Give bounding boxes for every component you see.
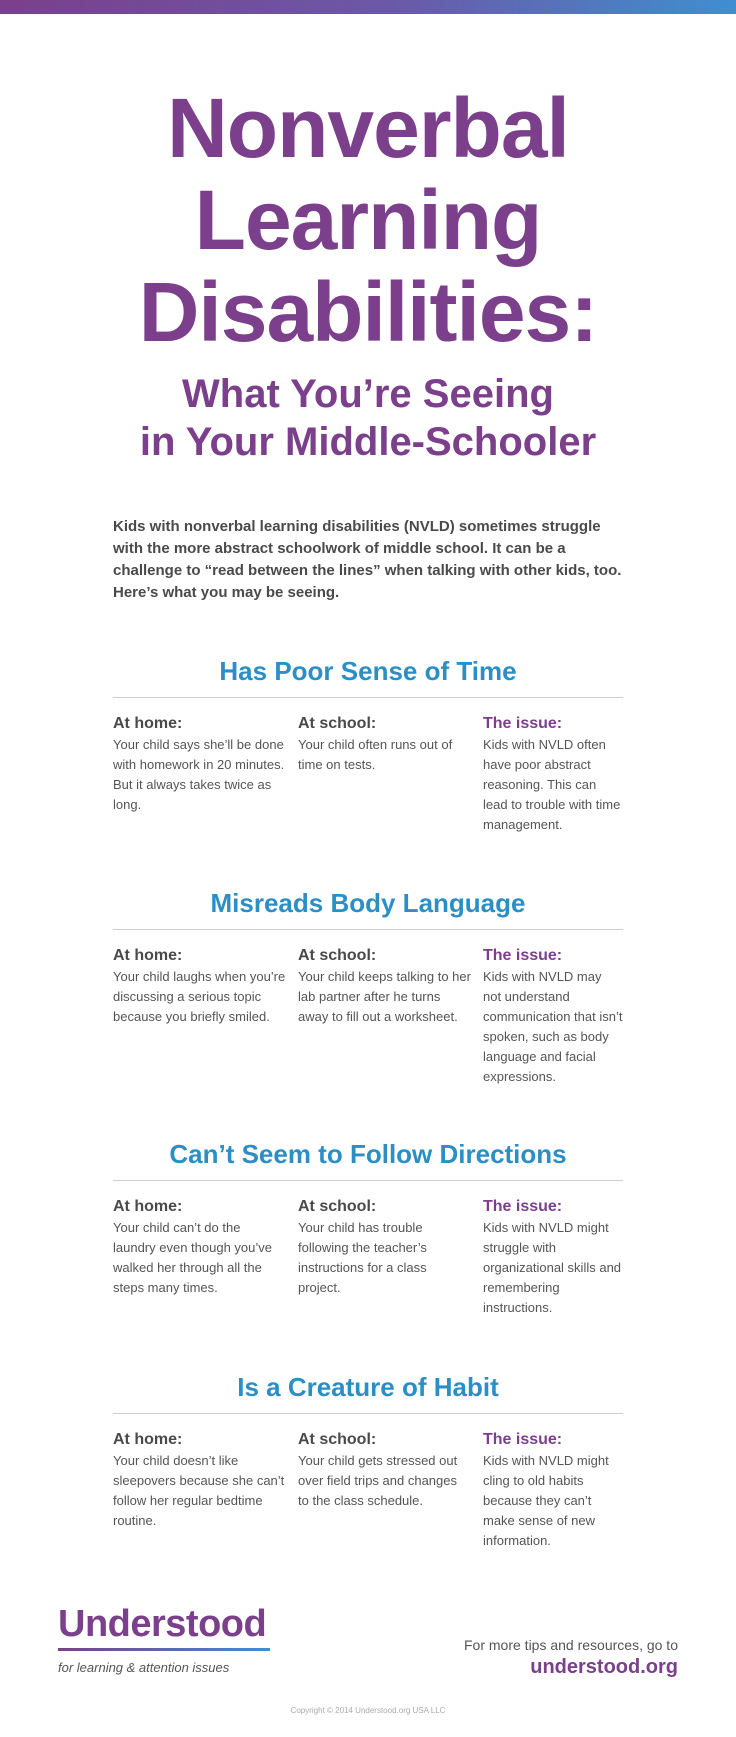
column-heading-issue: The issue: (483, 947, 563, 964)
section-divider (113, 929, 623, 930)
column-text-school: Your child keeps talking to her lab partner after he turns away to fill out a worksheet. (298, 969, 471, 1024)
column-text-home: Your child doesn’t like sleepovers because she can’t follow her regular bedtime routine. (113, 1453, 285, 1528)
column-heading-school: At school: (298, 1431, 377, 1448)
column-heading-school: At school: (298, 715, 377, 732)
column-at-home (113, 714, 298, 835)
title-line-2: Learning (194, 173, 542, 267)
resources-cta-text: For more tips and resources, go to (464, 1637, 678, 1653)
logo-underline (58, 1648, 270, 1651)
section-misreads-body-language (113, 887, 623, 1087)
column-at-home (113, 1430, 298, 1551)
resources-link[interactable]: understood.org (530, 1656, 678, 1678)
column-heading-home: At home: (113, 715, 183, 732)
copyright-notice: Copyright © 2014 Understood.org USA LLC (290, 1706, 446, 1715)
section-creature-of-habit (113, 1371, 623, 1551)
section-poor-sense-of-time (113, 655, 623, 835)
page-title (0, 82, 736, 358)
column-text-issue: Kids with NVLD might struggle with organizational skills and remembering instructions. (483, 1220, 622, 1315)
column-at-school (298, 946, 483, 1087)
column-at-school (298, 1197, 483, 1318)
section-columns (113, 714, 623, 835)
column-heading-issue: The issue: (483, 715, 563, 732)
intro-paragraph: Kids with nonverbal learning disabilities (NVLD) sometimes struggle with the more abstract schoolwork of middle school. It can be a challenge to “read between the lines” when talking with other kids, too. Here’s what you may be seeing. (113, 518, 622, 601)
subtitle-line-2: in Your Middle-Schooler (139, 420, 597, 464)
column-text-school: Your child has trouble following the teacher’s instructions for a class project. (298, 1220, 427, 1295)
column-text-issue: Kids with NVLD might cling to old habits because they can’t make sense of new information. (483, 1453, 609, 1548)
title-line-3: Disabilities: (138, 265, 598, 359)
section-divider (113, 1413, 623, 1414)
column-the-issue (483, 1197, 623, 1318)
section-title: Misreads Body Language (210, 888, 526, 918)
section-columns (113, 946, 623, 1087)
column-text-home: Your child says she’ll be done with homework in 20 minutes. But it always takes twice as long. (113, 737, 285, 812)
column-text-home: Your child can’t do the laundry even though you’ve walked her through all the steps many times. (113, 1220, 273, 1295)
page-subtitle (0, 370, 736, 466)
column-heading-school: At school: (298, 947, 377, 964)
section-columns (113, 1430, 623, 1551)
column-heading-school: At school: (298, 1198, 377, 1215)
column-at-home (113, 946, 298, 1087)
column-text-issue: Kids with NVLD often have poor abstract reasoning. This can lead to trouble with time management. (483, 737, 621, 832)
logo-tagline: for learning & attention issues (58, 1660, 230, 1675)
column-the-issue (483, 1430, 623, 1551)
column-the-issue (483, 946, 623, 1087)
column-at-school (298, 714, 483, 835)
column-heading-issue: The issue: (483, 1198, 563, 1215)
column-heading-home: At home: (113, 947, 183, 964)
understood-logo: Understood (58, 1603, 267, 1645)
subtitle-line-1: What You’re Seeing (182, 372, 554, 416)
column-text-home: Your child laughs when you’re discussing a serious topic because you briefly smiled. (113, 969, 286, 1024)
top-gradient-bar (0, 0, 736, 14)
section-divider (113, 697, 623, 698)
column-text-issue: Kids with NVLD may not understand communication that isn’t spoken, such as body language and facial expressions. (483, 969, 623, 1084)
section-divider (113, 1180, 623, 1181)
section-title: Has Poor Sense of Time (219, 656, 517, 686)
column-the-issue (483, 714, 623, 835)
section-follow-directions (113, 1138, 623, 1318)
section-title: Can’t Seem to Follow Directions (169, 1139, 567, 1169)
column-heading-issue: The issue: (483, 1431, 563, 1448)
title-line-1: Nonverbal (167, 81, 569, 175)
column-heading-home: At home: (113, 1431, 183, 1448)
column-at-home (113, 1197, 298, 1318)
column-text-school: Your child often runs out of time on tests. (298, 737, 453, 772)
column-text-school: Your child gets stressed out over field trips and changes to the class schedule. (298, 1453, 458, 1508)
section-columns (113, 1197, 623, 1318)
column-at-school (298, 1430, 483, 1551)
section-title: Is a Creature of Habit (237, 1372, 499, 1402)
column-heading-home: At home: (113, 1198, 183, 1215)
